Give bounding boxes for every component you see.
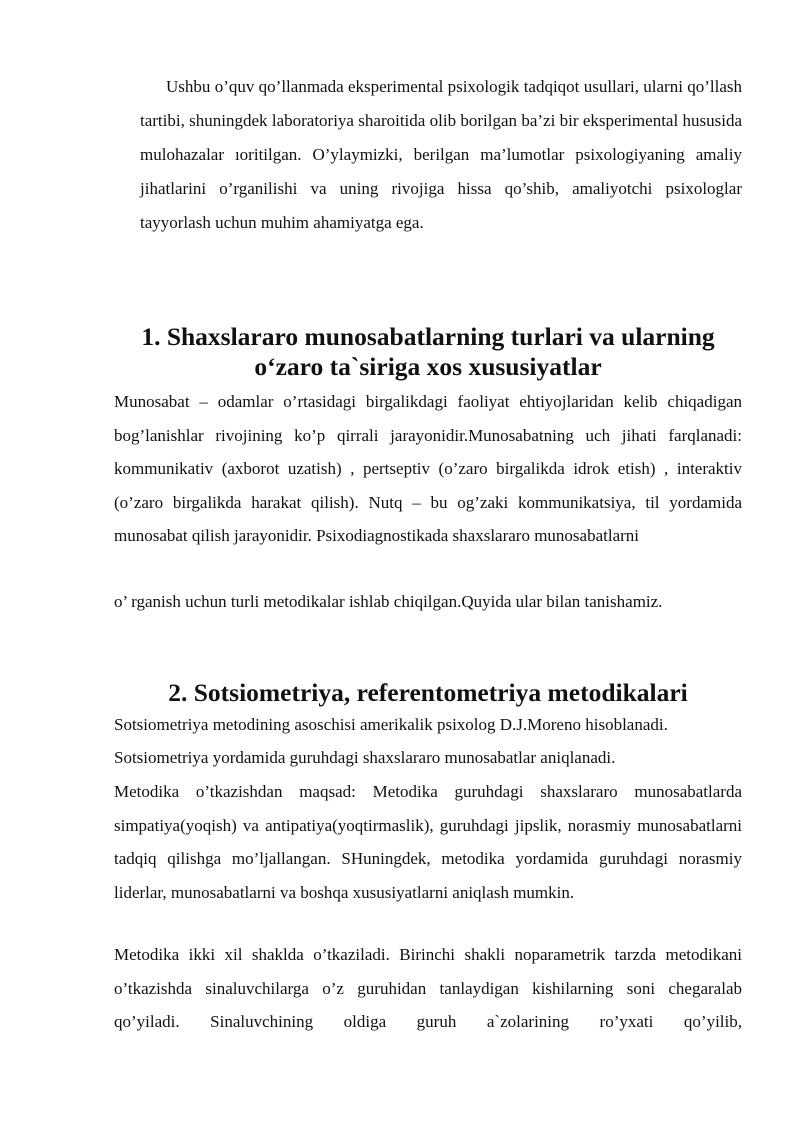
section-1-paragraph-1: Munosabat – odamlar o’rtasidagi birgalikdagi faoliyat ehtiyojlaridan kelib chiqadigan bog’lanishlar rivojining ko’p qirrali jarayonidir.Munosabatning uch jihati farqlanadi: kommunikativ (axborot uzatish) , pertseptiv (o’zaro birgalikda idrok etish) , interaktiv (o’zaro birgalikda harakat qilish). Nutq – bu og’zaki kommunikatsiya, til yordamida munosabat qilish jarayonidir. Psixodiagnostikada shaxslararo munosabatlarni bbox=[114, 392, 742, 545]
section-1-paragraph-2: o’ rganish uchun turli metodikalar ishlab chiqilgan.Quyida ular bilan tanishamiz. bbox=[114, 592, 663, 611]
section-2-heading: 2. Sotsiometriya, referentometriya metodikalari bbox=[168, 678, 688, 707]
intro-paragraph: Ushbu o’quv qo’llanmada eksperimental psixologik tadqiqot usullari, ularni qo’llash tartibi, shuningdek laboratoriya sharoitida olib borilgan ba’zi bir eksperimental hususida mulohazalar ıoritilgan. O’ylaymizki, berilgan ma’lumotlar psixologiyaning amaliy jihatlarini o’rganilishi va uning rivojiga hissa qo’shib, amaliyotchi psixologlar tayyorlash uchun muhim ahamiyatga ega. bbox=[140, 77, 742, 232]
section-2-paragraph-3: Metodika o’tkazishdan maqsad: Metodika guruhdagi shaxslararo munosabatlarda simpatiya(yoqish) va antipatiya(yoqtirmaslik), guruhdagi jipslik, norasmiy munosabatlarni tadqiq qilishga mo’ljallangan. SHuningdek, metodika yordamida guruhdagi norasmiy liderlar, munosabatlarni va boshqa xususiyatlarni aniqlash mumkin. bbox=[114, 782, 742, 902]
section-2-paragraph-2: Sotsiometriya yordamida guruhdagi shaxslararo munosabatlar aniqlanadi. bbox=[114, 748, 616, 767]
section-2-paragraph-1: Sotsiometriya metodining asoschisi amerikalik psixolog D.J.Moreno hisoblanadi. bbox=[114, 715, 668, 734]
section-1-heading: 1. Shaxslararo munosabatlarning turlari va ularning o‘zaro ta`siriga xos xususiyatlar bbox=[141, 322, 715, 381]
section-2-paragraph-4: Metodika ikki xil shaklda o’tkaziladi. Birinchi shakli noparametrik tarzda metodikani o’tkazishda sinaluvchilarga o’z guruhidan tanlaydigan kishilarning soni chegaralab qo’yiladi. Sinaluvchining oldiga guruh a`zolarining ro’yxati qo’yilib, bbox=[114, 945, 742, 1031]
